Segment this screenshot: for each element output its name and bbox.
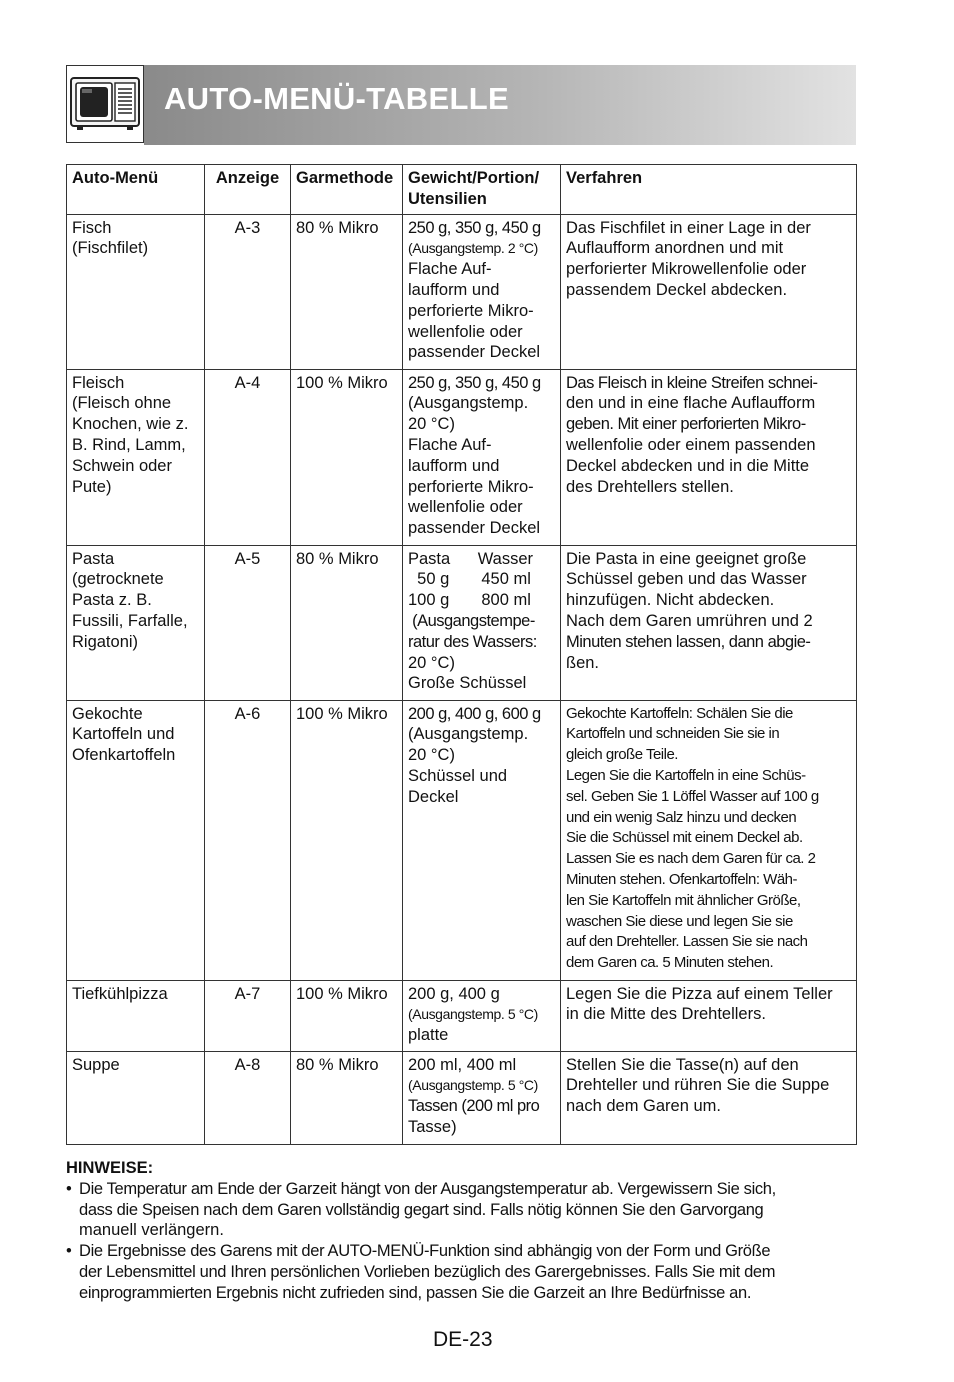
verfahren-line: auf den Drehteller. Lassen Sie sie nach xyxy=(566,933,808,951)
cell-gewicht xyxy=(403,369,561,545)
notes-title: HINWEISE: xyxy=(66,1159,154,1177)
cell-gewicht xyxy=(403,700,561,980)
menu-line: Pasta z. B. xyxy=(72,591,152,610)
verfahren-line: nach dem Garen um. xyxy=(566,1097,721,1116)
verfahren-line: Kartoffeln und schneiden Sie sie in xyxy=(566,725,780,743)
menu-line: (Fleisch ohne xyxy=(72,394,172,413)
gewicht-line: (Ausgangstemp. 2 °C) xyxy=(408,240,538,257)
gewicht-line: laufform und xyxy=(408,280,500,299)
verfahren-line: ßen. xyxy=(566,653,600,672)
cell-menu xyxy=(67,980,205,1051)
verfahren-line: sel. Geben Sie 1 Löffel Wasser auf 100 g xyxy=(566,787,819,805)
menu-line: Fleisch xyxy=(72,373,125,392)
verfahren-line: wellenfolie oder einem passenden xyxy=(566,435,816,454)
gewicht-line: 20 °C) xyxy=(408,746,455,765)
gewicht-line: 250 g, 350 g, 450 g xyxy=(408,218,541,237)
page-number: DE-23 xyxy=(433,1328,493,1351)
note-line: einprogrammierten Ergebnis nicht zufrieden sind, passen Sie die Garzeit an Ihre Bedürfnisse an. xyxy=(79,1283,752,1302)
column-header-gewicht-text: Gewicht/Portion/ Utensilien xyxy=(408,169,540,208)
verfahren-line: gleich große Teile. xyxy=(566,746,678,764)
verfahren-line: Schüssel geben und das Wasser xyxy=(566,570,807,589)
verfahren-line: Drehteller und rühren Sie die Suppe xyxy=(566,1076,830,1095)
table-row xyxy=(67,545,857,700)
cell-verfahren xyxy=(561,1051,857,1144)
gewicht-line: 20 °C) xyxy=(408,653,455,672)
menu-line: Suppe xyxy=(72,1055,120,1074)
cell-verfahren xyxy=(561,369,857,545)
cell-garmethode: 80 % Mikro xyxy=(291,1051,403,1144)
verfahren-line: und ein wenig Salz hinzu und decken xyxy=(566,808,797,826)
gewicht-line: perforierte Mikro- xyxy=(408,301,534,320)
cell-gewicht xyxy=(403,980,561,1051)
page-header xyxy=(66,65,856,145)
menu-line: Tiefkühlpizza xyxy=(72,984,168,1003)
verfahren-line: Gekochte Kartoffeln: Schälen Sie die xyxy=(566,704,793,722)
cell-garmethode: 80 % Mikro xyxy=(291,545,403,700)
column-header-garmethode: Garmethode xyxy=(291,165,403,215)
gewicht-line: Tasse) xyxy=(408,1117,457,1136)
table-row xyxy=(67,369,857,545)
notes-list xyxy=(66,1179,858,1304)
verfahren-line: Die Pasta in eine geeignet große xyxy=(566,549,807,568)
gewicht-line: platte xyxy=(408,1026,449,1045)
verfahren-line: waschen Sie diese und legen Sie sie xyxy=(566,912,793,930)
title-bar xyxy=(144,65,856,145)
cell-anzeige: A-6 xyxy=(205,700,291,980)
menu-line: Rigatoni) xyxy=(72,632,139,651)
gewicht-line: Schüssel und xyxy=(408,766,508,785)
menu-line: Ofenkartoffeln xyxy=(72,746,176,765)
verfahren-line: Auflaufform anordnen und mit xyxy=(566,239,784,258)
gewicht-line: (Ausgangstempe- xyxy=(408,611,535,630)
gewicht-line: 100 g 800 ml xyxy=(408,591,531,610)
cell-anzeige: A-7 xyxy=(205,980,291,1051)
column-header-gewicht xyxy=(403,165,561,215)
menu-line: Kartoffeln und xyxy=(72,725,175,744)
note-line: der Lebensmittel und Ihren persönlichen Vorlieben bezüglich des Garergebnisses. Falls Sie mit dem xyxy=(79,1262,776,1281)
notes-section xyxy=(66,1158,858,1304)
cell-garmethode: 100 % Mikro xyxy=(291,980,403,1051)
gewicht-line: Flache Auf- xyxy=(408,260,492,279)
column-header-auto-menu: Auto-Menü xyxy=(67,165,205,215)
gewicht-line: Flache Auf- xyxy=(408,435,492,454)
verfahren-line: in die Mitte des Drehtellers. xyxy=(566,1005,766,1024)
gewicht-line: (Ausgangstemp. 5 °C) xyxy=(408,1077,538,1094)
menu-line: Fussili, Farfalle, xyxy=(72,611,188,630)
gewicht-line: Tassen (200 ml pro xyxy=(408,1097,540,1116)
verfahren-line: dem Garen ca. 5 Minuten stehen. xyxy=(566,954,774,972)
verfahren-line: geben. Mit einer perforierten Mikro- xyxy=(566,415,806,434)
verfahren-line: Nach dem Garen umrühren und 2 xyxy=(566,611,813,630)
verfahren-line: passendem Deckel abdecken. xyxy=(566,280,788,299)
microwave-icon xyxy=(66,65,144,143)
cell-verfahren xyxy=(561,545,857,700)
gewicht-line: 250 g, 350 g, 450 g xyxy=(408,373,541,392)
menu-line: B. Rind, Lamm, xyxy=(72,435,186,454)
cell-anzeige: A-5 xyxy=(205,545,291,700)
gewicht-line: 20 °C) xyxy=(408,415,455,434)
cell-anzeige: A-3 xyxy=(205,214,291,369)
verfahren-line: hinzufügen. Nicht abdecken. xyxy=(566,591,775,610)
menu-line: Gekochte xyxy=(72,704,143,723)
cell-anzeige: A-4 xyxy=(205,369,291,545)
gewicht-line: laufform und xyxy=(408,456,500,475)
menu-line: Pute) xyxy=(72,477,112,496)
cell-garmethode: 100 % Mikro xyxy=(291,369,403,545)
verfahren-line: den und in eine flache Auflaufform xyxy=(566,394,816,413)
cell-verfahren xyxy=(561,700,857,980)
verfahren-line: Das Fleisch in kleine Streifen schnei- xyxy=(566,373,818,392)
note-line: manuell verlängern. xyxy=(79,1221,224,1240)
cell-verfahren xyxy=(561,980,857,1051)
menu-line: Pasta xyxy=(72,549,115,568)
table-row xyxy=(67,1051,857,1144)
cell-verfahren xyxy=(561,214,857,369)
bullet-icon: • xyxy=(66,1242,72,1261)
menu-line: (Fischfilet) xyxy=(72,239,149,258)
gewicht-line: Pasta Wasser xyxy=(408,549,534,568)
cell-menu xyxy=(67,545,205,700)
table-row xyxy=(67,700,857,980)
verfahren-line: des Drehtellers stellen. xyxy=(566,477,734,496)
bullet-icon: • xyxy=(66,1179,72,1198)
table-row xyxy=(67,214,857,369)
verfahren-line: Lassen Sie es nach dem Garen für ca. 2 xyxy=(566,850,816,868)
gewicht-line: (Ausgangstemp. xyxy=(408,394,529,413)
verfahren-line: len Sie Kartoffeln mit ähnlicher Größe, xyxy=(566,891,801,909)
cell-menu xyxy=(67,214,205,369)
note-item xyxy=(66,1179,858,1241)
table-row xyxy=(67,980,857,1051)
gewicht-line: 50 g 450 ml xyxy=(408,570,531,589)
column-header-verfahren: Verfahren xyxy=(561,165,857,215)
menu-line: Knochen, wie z. xyxy=(72,415,189,434)
verfahren-line: Sie die Schüssel mit einem Deckel ab. xyxy=(566,829,803,847)
cell-gewicht xyxy=(403,545,561,700)
note-line: Die Temperatur am Ende der Garzeit hängt von der Ausgangstemperatur ab. Vergewissern Sie sich, xyxy=(79,1179,776,1198)
menu-line: Schwein oder xyxy=(72,456,172,475)
verfahren-line: perforierter Mikrowellenfolie oder xyxy=(566,260,807,279)
verfahren-line: Deckel abdecken und in die Mitte xyxy=(566,456,810,475)
gewicht-line: 200 g, 400 g xyxy=(408,984,500,1003)
gewicht-line: (Ausgangstemp. 5 °C) xyxy=(408,1006,538,1023)
cell-anzeige: A-8 xyxy=(205,1051,291,1144)
gewicht-line: (Ausgangstemp. xyxy=(408,725,529,744)
cell-menu xyxy=(67,700,205,980)
gewicht-line: Große Schüssel xyxy=(408,674,527,693)
gewicht-line: wellenfolie oder xyxy=(408,322,523,341)
verfahren-line: Minuten stehen lassen, dann abgie- xyxy=(566,632,811,651)
note-line: Die Ergebnisse des Garens mit der AUTO-MENÜ-Funktion sind abhängig von der Form und Größe xyxy=(79,1242,771,1261)
verfahren-line: Minuten stehen. Ofenkartoffeln: Wäh- xyxy=(566,870,798,888)
menu-line: Fisch xyxy=(72,218,112,237)
verfahren-line: Stellen Sie die Tasse(n) auf den xyxy=(566,1055,799,1074)
cell-garmethode: 80 % Mikro xyxy=(291,214,403,369)
note-item xyxy=(66,1241,858,1303)
gewicht-line: passender Deckel xyxy=(408,343,541,362)
column-header-anzeige: Anzeige xyxy=(205,165,291,215)
gewicht-line: ratur des Wassers: xyxy=(408,632,537,651)
gewicht-line: wellenfolie oder xyxy=(408,498,523,517)
auto-menu-table xyxy=(66,164,857,1145)
verfahren-line: Das Fischfilet in einer Lage in der xyxy=(566,218,811,237)
gewicht-line: perforierte Mikro- xyxy=(408,477,534,496)
cell-gewicht xyxy=(403,1051,561,1144)
cell-menu xyxy=(67,1051,205,1144)
note-line: dass die Speisen nach dem Garen vollständig gegart sind. Falls nötig können Sie den Garvorgang xyxy=(79,1200,764,1219)
verfahren-line: Legen Sie die Pizza auf einem Teller xyxy=(566,984,833,1003)
cell-menu xyxy=(67,369,205,545)
table-header-row xyxy=(67,165,857,215)
verfahren-line: Legen Sie die Kartoffeln in eine Schüs- xyxy=(566,766,806,784)
menu-line: (getrocknete xyxy=(72,570,164,589)
cell-garmethode: 100 % Mikro xyxy=(291,700,403,980)
gewicht-line: 200 g, 400 g, 600 g xyxy=(408,704,541,723)
gewicht-line: Deckel xyxy=(408,787,459,806)
cell-gewicht xyxy=(403,214,561,369)
gewicht-line: passender Deckel xyxy=(408,519,541,538)
gewicht-line: 200 ml, 400 ml xyxy=(408,1055,517,1074)
page-title: AUTO-MENÜ-TABELLE xyxy=(164,81,509,116)
